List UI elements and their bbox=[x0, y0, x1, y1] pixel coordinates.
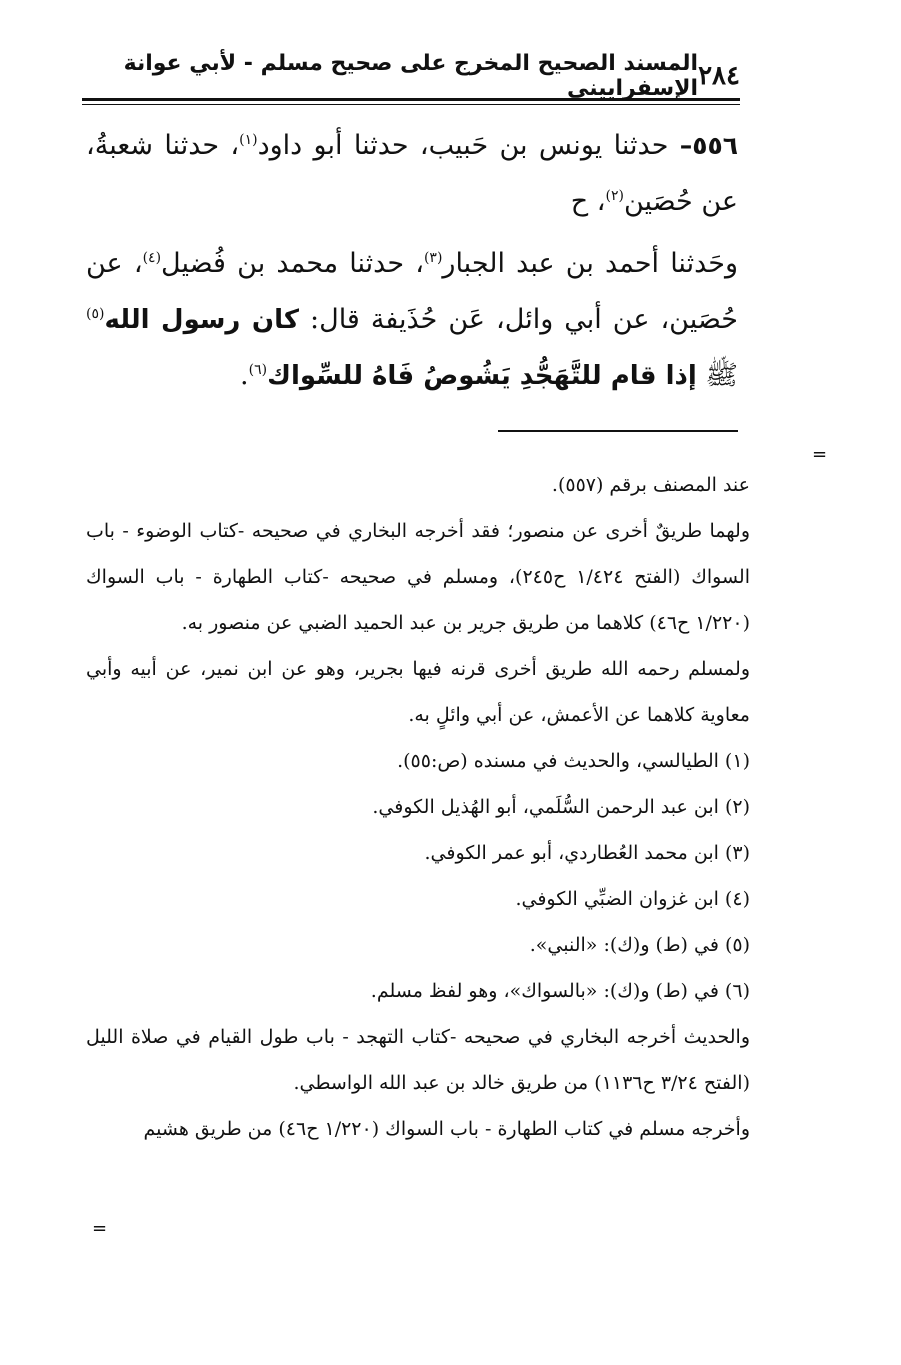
footnote-4: (٤) ابن غزوان الضبِّي الكوفي. bbox=[515, 888, 750, 910]
footnote-2: (٢) ابن عبد الرحمن السُّلَمي، أبو الهُذيل الكوفي. bbox=[372, 796, 750, 818]
footnote-ref-6: (٦) bbox=[248, 362, 268, 378]
footnotes bbox=[86, 462, 750, 1152]
salutation-glyph: ﷺ bbox=[696, 360, 738, 391]
page-number: ٢٨٤ bbox=[698, 61, 740, 91]
header-rule-thin bbox=[82, 104, 740, 105]
footnote-3: (٣) ابن محمد العُطاردي، أبو عمر الكوفي. bbox=[424, 842, 750, 864]
footnote-continuation-2: ولهما طريقٌ أخرى عن منصور؛ فقد أخرجه البخاري في صحيحه -كتاب الوضوء - باب السواك (الفتح ١/٤٢٤ ح٢٤٥)، ومسلم في صحيحه -كتاب الطهارة - باب السواك (١/٢٢٠ ح٤٦) كلاهما من طريق جرير بن عبد الحميد الضبي عن منصور به. bbox=[86, 520, 750, 634]
running-title: المسند الصحيح المخرج على صحيح مسلم - لأبي عوانة الإسفراييني bbox=[123, 51, 699, 101]
footnote-1: (١) الطيالسي، والحديث في مسنده (ص:٥٥). bbox=[397, 750, 750, 772]
hadith-paragraph-1: ٥٥٦– حدثنا يونس بن حَبيب، حدثنا أبو داود$^{(١)}$، حدثنا شعبةُ، عن حُصَين$^{(٢)}$، ح bbox=[86, 130, 739, 217]
hadith-text bbox=[86, 118, 738, 404]
continuation-mark-bottom: = bbox=[92, 1218, 108, 1239]
footnote-5: (٥) في (ط) و(ك): «النبي». bbox=[529, 934, 750, 956]
footnote-6: (٦) في (ط) و(ك): «بالسواك»، وهو لفظ مسلم. bbox=[370, 980, 750, 1002]
footnote-6-continuation-1: والحديث أخرجه البخاري في صحيحه -كتاب التهجد - باب طول القيام في صلاة الليل (الفتح ٣/٢٤ ح١١٣٦) من طريق خالد بن عبد الله الواسطي. bbox=[86, 1026, 750, 1094]
continuation-mark-top: = bbox=[812, 444, 828, 465]
footnote-ref-2: (٢) bbox=[605, 188, 624, 204]
hadith-number: ٥٥٦– bbox=[679, 131, 739, 160]
footnote-continuation-3: ولمسلم رحمه الله طريق أخرى قرنه فيها بجرير، وهو عن ابن نمير، عن أبيه وأبي معاوية كلاهما عن الأعمش، عن أبي وائلٍ به. bbox=[86, 658, 750, 726]
footnote-ref-3: (٣) bbox=[423, 250, 443, 266]
footnote-continuation-1: عند المصنف برقم (٥٥٧). bbox=[551, 474, 750, 496]
header-rule-thick bbox=[82, 98, 740, 101]
running-header bbox=[80, 51, 740, 101]
footnote-ref-1: (١) bbox=[239, 132, 258, 148]
prophetic-text-1: كان رسول الله bbox=[104, 305, 299, 335]
prophetic-text-2: إذا قام للتَّهَجُّدِ يَشُوصُ فَاهُ للسِّواك bbox=[267, 361, 697, 391]
footnote-ref-5: (٥) bbox=[86, 306, 105, 322]
footnote-6-continuation-2: وأخرجه مسلم في كتاب الطهارة - باب السواك (١/٢٢٠ ح٤٦) من طريق هشيم bbox=[143, 1118, 750, 1140]
hadith-paragraph-2: وحَدثنا أحمد بن عبد الجبار$^{(٣)}$، حدثنا محمد بن فُضيل$^{(٤)}$، عن حُصَين، عن أبي وائل، عَن حُذَيفة قال: كان رسول الله$^{(٥)}$ ﷺ إذا قام للتَّهَجُّدِ يَشُوصُ فَاهُ للسِّواك$^{(٦)}$. bbox=[86, 248, 738, 391]
footnote-separator bbox=[498, 430, 738, 432]
footnote-ref-4: (٤) bbox=[142, 250, 162, 266]
